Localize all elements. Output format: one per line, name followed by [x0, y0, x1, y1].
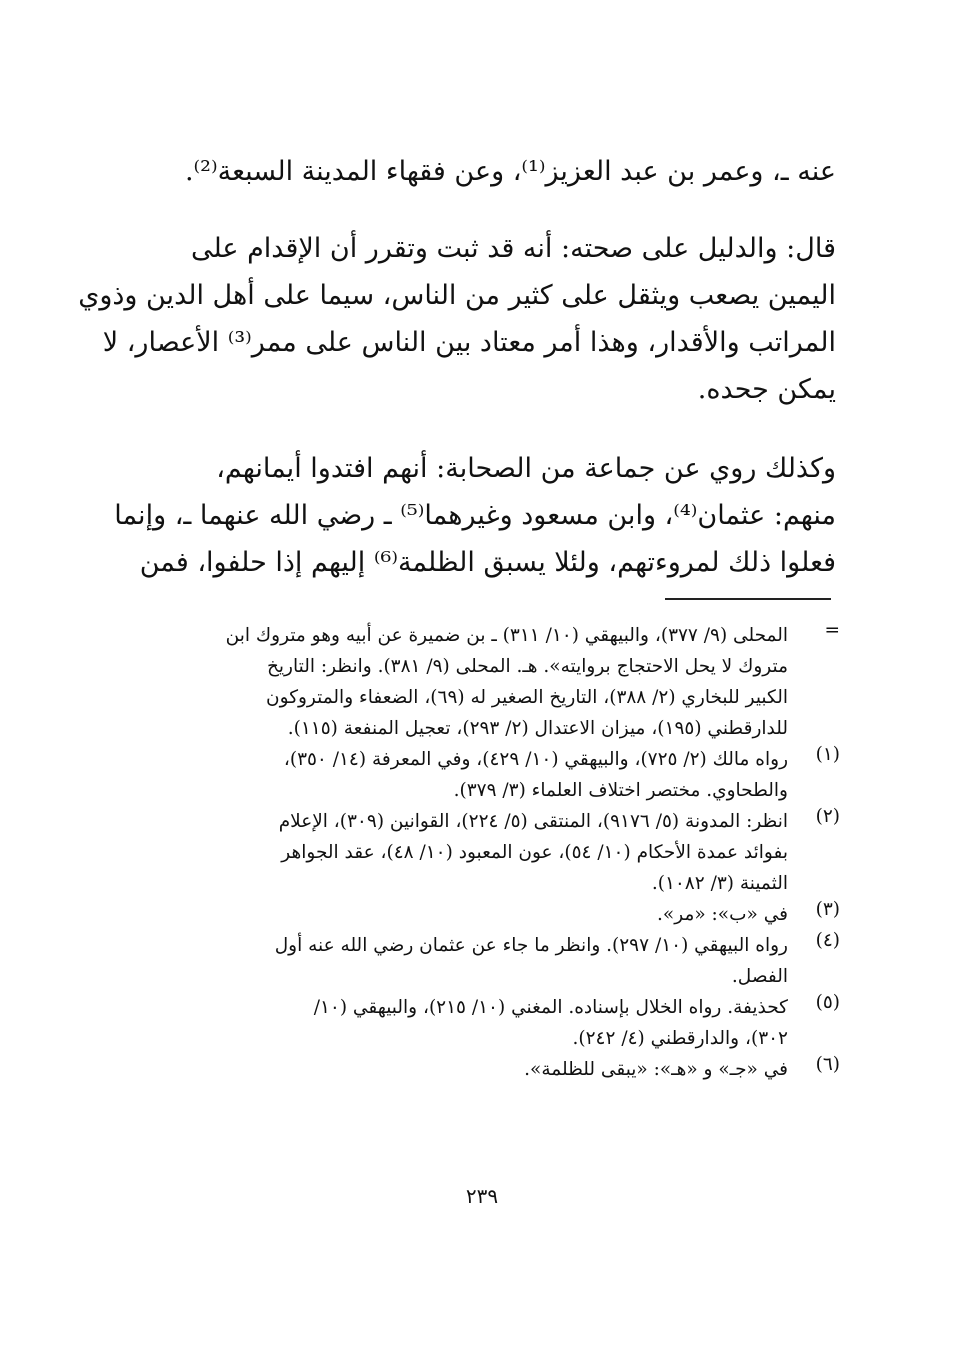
paragraph-3 [114, 445, 836, 586]
paragraph-2 [78, 225, 836, 413]
footnote-3 [130, 899, 840, 930]
footnote-line: الكبير للبخاري (٢/ ٣٨٨)، التاريخ الصغير له (٦٩)، الضعفاء والمتروكون [266, 687, 788, 708]
text-line: وكذلك روي عن جماعة من الصحابة: أنهم افتدوا أيمانهم، [216, 453, 836, 484]
text-line: اليمين يصعب ويثقل على كثير من الناس، سيما على أهل الدين وذوي [78, 280, 836, 311]
footnote-line: رواه البيهقي (١٠/ ٢٩٧). وانظر ما جاء عن عثمان رضي الله عنه أول [274, 935, 788, 956]
text-line: المراتب والأقدار، وهذا أمر معتاد بين الناس على ممر⁽³⁾ الأعصار، لا [102, 327, 836, 358]
footnote-line: انظر: المدونة (٥/ ٩١٧٦)، المنتقى (٥/ ٢٢٤)، القوانين (٣٠٩)، الإعلام [278, 811, 788, 832]
text-line: فعلوا ذلك لمروءتهم، ولئلا يسبق الظلمة⁽⁶⁾ إليهم إذا حلفوا، فمن [139, 547, 836, 578]
footnote-line: في «جـ» و «هـ»: «يبقى للظلمة». [524, 1059, 788, 1080]
footnote-line: بفوائد عمدة الأحكام (١٠/ ٥٤)، عون المعبود (١٠/ ٤٨)، عقد الجواهر [281, 842, 788, 863]
footnote-line: الثمينة (٣/ ١٠٨٢). [651, 873, 788, 894]
text-line: قال: والدليل على صحته: أنه قد ثبت وتقرر أن الإقدام على [190, 233, 836, 264]
text-line: عنه ـ، وعمر بن عبد العزيز⁽¹⁾، وعن فقهاء المدينة السبعة⁽²⁾. [184, 156, 836, 187]
page-number: ٢٣٩ [465, 1184, 499, 1208]
footnotes [130, 620, 840, 1085]
footnote-line: الفصل. [731, 966, 788, 987]
footnote-6 [130, 1054, 840, 1085]
text-line: منهم: عثمان⁽⁴⁾، وابن مسعود وغيرهما⁽⁵⁾ ـ رضي الله عنهما ـ، وإنما [114, 500, 836, 531]
footnote-number: (٥) [815, 992, 840, 1013]
footnote-5 [130, 992, 840, 1054]
footnote-2 [130, 806, 840, 899]
footnote-number: (٤) [815, 930, 840, 951]
footnote-line: في «ب»: «مر». [657, 904, 788, 925]
footnote-number: = [824, 620, 840, 641]
footnote-4 [130, 930, 840, 992]
footnote-line: متروك لا يحل الاحتجاج بروايته». هـ. المحلى (٩/ ٣٨١). وانظر: التاريخ [266, 656, 788, 677]
footnote-number: (١) [815, 744, 840, 765]
footnote-continued [130, 620, 840, 744]
footnote-number: (٣) [815, 899, 840, 920]
main-text [78, 148, 836, 586]
footnote-line: ٣٠٢)، والدارقطني (٤/ ٢٤٢). [572, 1028, 788, 1049]
text-line: يمكن جحده. [697, 374, 836, 405]
footnote-number: (٦) [815, 1054, 840, 1075]
footnote-line: رواه مالك (٢/ ٧٢٥)، والبيهقي (١٠/ ٤٢٩)، وفي المعرفة (١٤/ ٣٥٠)، [283, 749, 788, 770]
footnote-line: المحلى (٩/ ٣٧٧)، والبيهقي (١٠/ ٣١١) ـ بن ضميرة عن أبيه وهو متروك ابن [225, 625, 788, 646]
footnote-1 [130, 744, 840, 806]
footnote-line: للدارقطني (١٩٥)، ميزان الاعتدال (٢/ ٢٩٣)، تعجيل المنفعة (١١٥). [287, 718, 788, 739]
footnote-number: (٢) [815, 806, 840, 827]
footnote-separator [665, 598, 831, 600]
footnote-line: والطحاوي. مختصر اختلاف العلماء (٣/ ٣٧٩). [453, 780, 788, 801]
paragraph-1 [130, 148, 836, 195]
footnote-line: كحذيفة. رواه الخلال بإسناده. المغني (١٠/ ٢١٥)، والبيهقي (١٠/ [313, 997, 788, 1018]
